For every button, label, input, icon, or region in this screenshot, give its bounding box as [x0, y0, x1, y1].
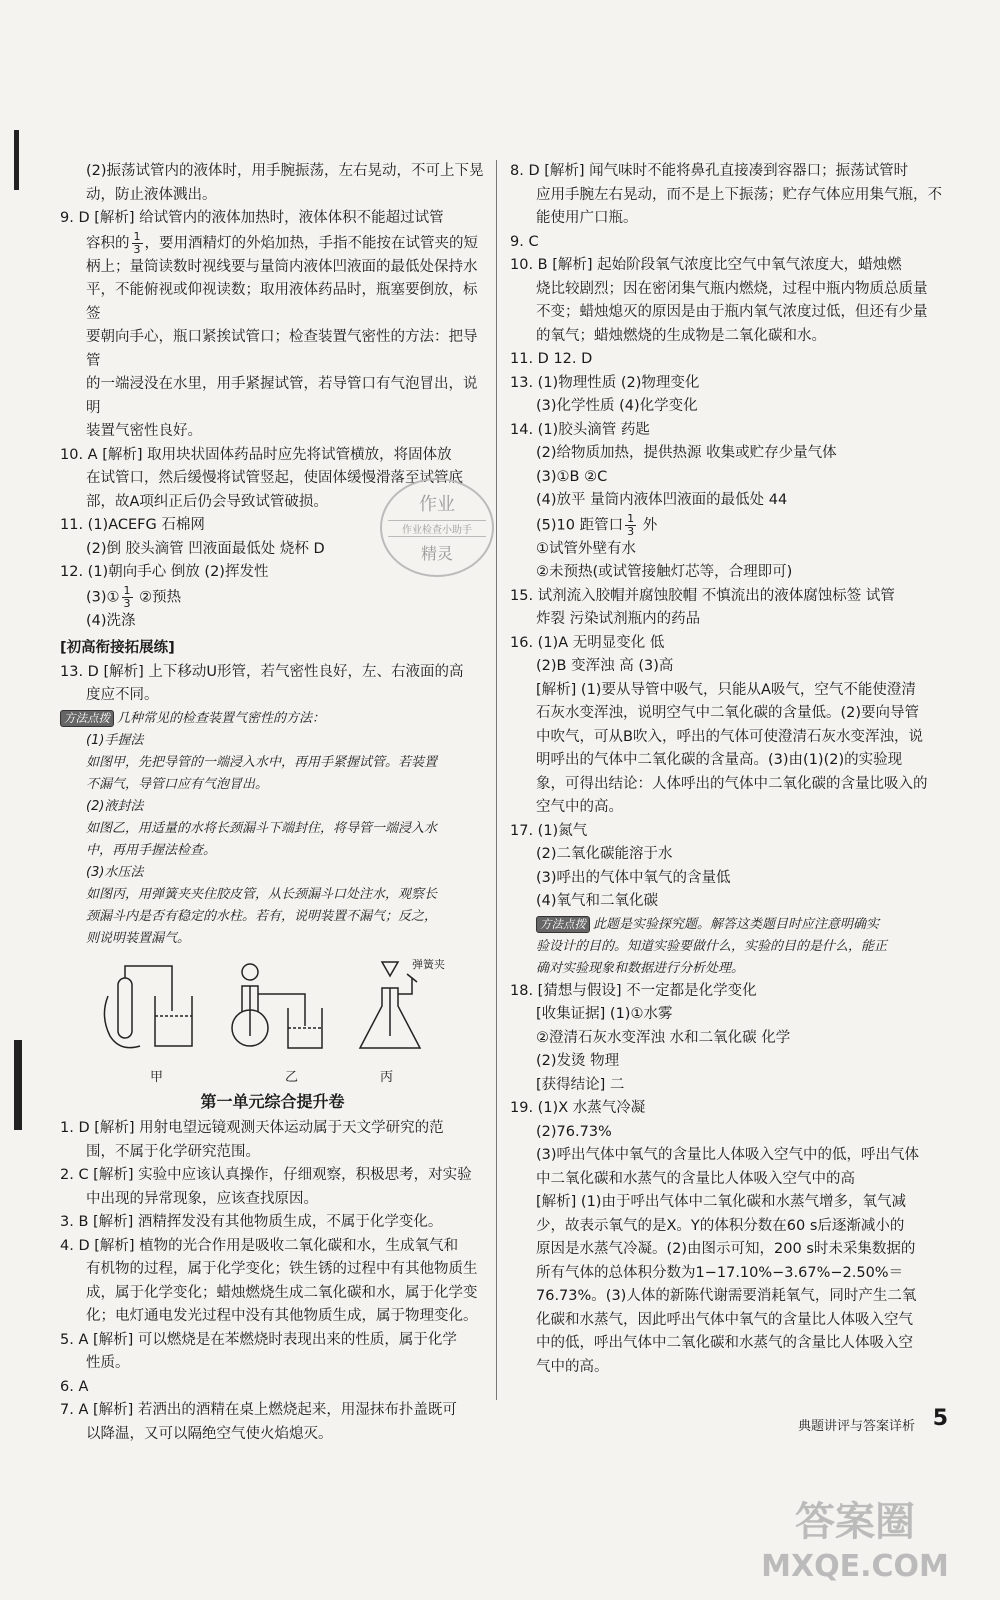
- fig-label-c: 丙: [380, 1069, 394, 1085]
- line-text: (4)氧气和二氧化碳: [536, 893, 659, 909]
- answer-13-line: 度应不同。: [86, 687, 159, 703]
- tip-line: (3)水压法: [86, 864, 144, 880]
- line-text-after: ，要用酒精灯的外焰加热，手指不能按在试管夹的短: [144, 235, 478, 251]
- line-text: 15. 试剂流入胶帽并腐蚀胶帽 不慎流出的液体腐蚀标签 试管: [510, 587, 895, 604]
- text-line: [60, 256, 485, 280]
- line-text: (3)呼出的气体中氧气的含量低: [536, 869, 731, 886]
- fraction-numerator: 1: [627, 511, 635, 525]
- text-line: [510, 890, 950, 914]
- text-line: [510, 1144, 950, 1168]
- line-text: 4. D [解析] 植物的光合作用是吸收二氧化碳和水，生成氧气和: [60, 1237, 459, 1254]
- text-line: [60, 326, 485, 373]
- right-answer-lines: [510, 160, 950, 914]
- text-line: [510, 1050, 950, 1074]
- text-line: [60, 1117, 485, 1141]
- right-column: [510, 160, 950, 1379]
- line-text: (2)发烫 物理: [536, 1053, 620, 1069]
- text-line: [510, 843, 950, 867]
- text-line: [510, 749, 950, 773]
- line-text: [收集证据] (1)①水雾: [536, 1006, 673, 1022]
- text-line: [510, 184, 950, 208]
- text-line: [510, 796, 950, 820]
- line-text: 1. D [解析] 用射电望远镜观测天体运动属于天文学研究的范: [60, 1120, 444, 1136]
- line-text: 9. C: [510, 233, 539, 250]
- line-text: 2. C [解析] 实验中应该认真操作，仔细观察，积极思考，对实验: [60, 1167, 472, 1183]
- line-text: (2)76.73%: [536, 1123, 612, 1140]
- line-text: (2)二氧化碳能溶于水: [536, 846, 673, 862]
- line-text: (2)振荡试管内的液体时，用手腕振荡，左右晃动，不可上下晃: [86, 163, 484, 179]
- binding-mark: [14, 130, 19, 190]
- apparatus-diagram: [60, 956, 485, 1066]
- line-text: 动，防止液体溅出。: [86, 186, 217, 203]
- line-text: 中出现的异常现象，应该查找原因。: [86, 1190, 318, 1207]
- text-line: [60, 444, 485, 468]
- left-column: [60, 160, 485, 1446]
- line-text: 中吹气，可从B吹入，呼出的气体可使澄清石灰水变浑浊，说: [536, 728, 923, 745]
- line-text: 的一端浸没在水里，用手紧握试管，若导管口有气泡冒出，说明: [86, 376, 478, 416]
- text-line: [510, 1027, 950, 1051]
- binding-mark: [14, 1040, 22, 1130]
- method-tip-right: [510, 914, 950, 980]
- text-line: [510, 867, 950, 891]
- line-text: 烧比较剧烈；因在密闭集气瓶内燃烧，过程中瓶内物质总质量: [536, 280, 928, 297]
- text-line: [510, 726, 950, 750]
- text-line: [60, 1423, 485, 1447]
- text-line: [60, 1141, 485, 1165]
- fig-label-a: 甲: [150, 1069, 164, 1085]
- clip-label: 弹簧夹: [412, 957, 445, 971]
- text-line: [510, 1356, 950, 1380]
- line-text: 11. D 12. D: [510, 351, 593, 367]
- text-line: [510, 773, 950, 797]
- text-line: [60, 1258, 485, 1282]
- text-line: [510, 1097, 950, 1121]
- line-text: 应用手腕左右晃动，而不是上下振荡；贮存气体应用集气瓶，不: [536, 186, 942, 203]
- text-line: [510, 820, 950, 844]
- line-text: 6. A: [60, 1378, 89, 1395]
- text-line: [60, 1235, 485, 1259]
- text-line: [510, 538, 950, 562]
- line-text: 19. (1)X 水蒸气冷凝: [510, 1100, 646, 1116]
- line-text: (5)10 距管口: [536, 517, 624, 533]
- delivery-tube-2: [258, 994, 305, 1026]
- tip-line: 颈漏斗内是否有稳定的水柱。若有，说明装置不漏气；反之，: [86, 908, 438, 924]
- line-text: 18. [猜想与假设] 不一定都是化学变化: [510, 982, 757, 999]
- line-text: 17. (1)氮气: [510, 822, 588, 839]
- text-line: [60, 610, 485, 634]
- text-line: [510, 466, 950, 490]
- line-text: [解析] (1)要从导管中吸气，只能从A吸气，空气不能使澄清: [536, 681, 916, 698]
- line-text: 能使用广口瓶。: [536, 210, 638, 226]
- line-text: 性质。: [86, 1355, 130, 1371]
- beaker: [155, 996, 192, 1046]
- text-line: [60, 279, 485, 326]
- tip-line: 中，再用手握法检查。: [86, 842, 217, 858]
- text-line: [510, 254, 950, 278]
- line-text: 化碳和水蒸气，因此呼出气体中氧气的含量比人体吸入空气: [536, 1311, 913, 1328]
- line-text: 围，不属于化学研究范围。: [86, 1143, 260, 1160]
- text-line: [60, 231, 485, 256]
- text-line: [60, 1188, 485, 1212]
- line-text: 中的低，呼出气体中二氧化碳和水蒸气的含量比人体吸入空: [536, 1335, 913, 1351]
- test-tube: [118, 978, 132, 1038]
- line-text: 柄上；量筒读数时视线要与量筒内液体凹液面的最低处保持水: [86, 258, 478, 275]
- text-line: [60, 160, 485, 184]
- line-text: (2)倒 胶头滴管 凹液面最低处 烧杯 D: [86, 540, 325, 557]
- line-text: 有机物的过程，属于化学变化；铁生锈的过程中有其他物质生: [86, 1261, 478, 1277]
- line-text-after: ②预热: [134, 589, 182, 605]
- text-line: [510, 702, 950, 726]
- tip-line: (2)液封法: [86, 798, 144, 814]
- text-line: [510, 207, 950, 231]
- site-logo: [740, 1495, 970, 1590]
- line-text: (3)呼出气体中氧气的含量比人体吸入空气中的低，呼出气体: [536, 1147, 920, 1163]
- tip-line: 不漏气，导管口应有气泡冒出。: [86, 776, 269, 792]
- line-text: ①试管外壁有水: [536, 540, 636, 557]
- text-line: [510, 301, 950, 325]
- tip-line: 此题是实验探究题。解答这类题目时应注意明确实: [593, 916, 880, 932]
- text-line: [60, 1305, 485, 1329]
- page-number: 5: [932, 1406, 948, 1431]
- line-text: 以降温，又可以隔绝空气使火焰熄灭。: [86, 1425, 333, 1442]
- tip-line: 则说明装置漏气。: [86, 930, 191, 946]
- fraction-denominator: 3: [123, 596, 131, 610]
- text-line: [510, 1332, 950, 1356]
- text-line: [510, 160, 950, 184]
- text-line: [510, 489, 950, 513]
- text-line: [510, 1191, 950, 1215]
- fraction-denominator: 3: [133, 242, 141, 256]
- line-text-after: 外: [638, 517, 658, 533]
- line-text: 平，不能俯视或仰视读数；取用液体药品时，瓶塞要倒放，标签: [86, 282, 478, 322]
- text-line: [60, 1329, 485, 1353]
- airtightness-figures: [60, 956, 485, 1066]
- tip-line: 验设计的目的。知道实验要做什么，实验的目的是什么，能正: [536, 938, 888, 954]
- text-line: [510, 348, 950, 372]
- line-text: 12. (1)朝向手心 倒放 (2)挥发性: [60, 564, 269, 580]
- line-text: 少，故表示氧气的是X。Y的体积分数在60 s后逐渐减小的: [536, 1217, 905, 1234]
- text-line: [60, 207, 485, 231]
- text-line: [510, 1168, 950, 1192]
- tip-line: 几种常见的检查装置气密性的方法：: [117, 710, 326, 726]
- text-line: [60, 1164, 485, 1188]
- section-heading-bridge: [初高衔接拓展练]: [60, 640, 175, 656]
- text-line: [510, 1238, 950, 1262]
- line-text: 明呼出的气体中二氧化碳的含量高。(3)由(1)(2)的实验现: [536, 752, 903, 768]
- line-text: (4)洗涤: [86, 612, 136, 629]
- line-text: 14. (1)胶头滴管 药匙: [510, 421, 650, 438]
- text-line: [510, 679, 950, 703]
- text-line: [510, 419, 950, 443]
- text-line: [510, 278, 950, 302]
- line-text: (2)给物质加热，提供热源 收集或贮存少量气体: [536, 445, 837, 461]
- unit-answers: [60, 1117, 485, 1446]
- line-text: ②未预热(或试管接触灯芯等，合理即可): [536, 564, 793, 580]
- line-text: (3)①: [86, 589, 120, 605]
- logo-text: 答案圈: [795, 1499, 915, 1545]
- line-text: 在试管口，然后缓慢将试管竖起，使固体缓慢滑落至试管底: [86, 470, 463, 486]
- text-line: [510, 1262, 950, 1286]
- text-line: [510, 980, 950, 1004]
- fraction: [625, 513, 636, 538]
- text-line: [510, 1215, 950, 1239]
- stamp-text: 精灵: [420, 544, 453, 563]
- line-text: 部，故A项纠正后仍会导致试管破损。: [86, 493, 328, 510]
- text-line: [510, 655, 950, 679]
- text-line: [510, 1003, 950, 1027]
- hand: [104, 996, 140, 1048]
- line-text: 7. A [解析] 若洒出的酒精在桌上燃烧起来，用湿抹布扑盖既可: [60, 1402, 457, 1418]
- line-text: 要朝向手心，瓶口紧挨试管口；检查装置气密性的方法：把导管: [86, 329, 478, 369]
- fraction-numerator: 1: [123, 583, 131, 597]
- stamp-text: 作业: [419, 494, 455, 515]
- text-line: [510, 1285, 950, 1309]
- method-tip-tag: 方法点拨: [536, 916, 590, 933]
- line-text: 气中的高。: [536, 1358, 609, 1375]
- fraction: [132, 231, 143, 256]
- line-text: 10. A [解析] 取用块状固体药品时应先将试管横放，将固体放: [60, 446, 452, 463]
- line-text: (3)化学性质 (4)化学变化: [536, 398, 698, 414]
- text-line: [60, 184, 485, 208]
- line-text: 的氧气；蜡烛燃烧的生成物是二氧化碳和水。: [536, 327, 826, 344]
- answer-13-line: 13. D [解析] 上下移动U形管，若气密性良好，左、右液面的高: [60, 663, 464, 680]
- text-line: [510, 231, 950, 255]
- text-line: [60, 1211, 485, 1235]
- rubber-tube: [398, 978, 412, 994]
- line-text: (4)放平 量筒内液体凹液面的最低处 44: [536, 492, 788, 508]
- tip-line: (1)手握法: [86, 732, 144, 748]
- line-text: 8. D [解析] 闻气味时不能将鼻孔直接凑到容器口；振荡试管时: [510, 163, 909, 179]
- line-text: 炸裂 污染试剂瓶内的药品: [536, 611, 701, 627]
- text-line: [60, 1399, 485, 1423]
- line-text: 10. B [解析] 起始阶段氧气浓度比空气中氧气浓度大，蜡烛燃: [510, 257, 902, 273]
- text-line: [510, 442, 950, 466]
- text-line: [510, 1074, 950, 1098]
- funnel-top-3: [382, 962, 398, 976]
- line-text: 不变；蜡烛熄灭的原因是由于瓶内氧气浓度过低，但还有少量: [536, 304, 928, 320]
- line-text: 容积的: [86, 235, 130, 251]
- tip-line: 如图丙，用弹簧夹夹住胶皮管，从长颈漏斗口处注水，观察长: [86, 886, 438, 902]
- method-tip-tag: 方法点拨: [60, 710, 114, 727]
- line-text: 象，可得出结论：人体呼出的气体中二氧化碳的含量比吸入的: [536, 775, 928, 792]
- text-line: [60, 585, 485, 610]
- tip-line: 如图甲，先把导管的一端浸入水中，再用手紧握试管。若装置: [86, 754, 438, 770]
- line-text: 空气中的高。: [536, 799, 623, 815]
- line-text: 9. D [解析] 给试管内的液体加热时，液体体积不能超过试管: [60, 210, 444, 226]
- line-text: 16. (1)A 无明显变化 低: [510, 634, 665, 651]
- line-text: 中二氧化碳和水蒸气的含量比人体吸入空气中的高: [536, 1170, 855, 1187]
- column-divider: [496, 160, 497, 1400]
- footer-caption: 典题讲评与答案详析: [797, 1419, 915, 1434]
- text-line: [510, 585, 950, 609]
- tip-line: 如图乙，用适量的水将长颈漏斗下端封住，将导管一端浸入水: [86, 820, 438, 836]
- line-text: 装置气密性良好。: [86, 423, 202, 439]
- line-text: 石灰水变浑浊，说明空气中二氧化碳的含量低。(2)要向导管: [536, 705, 920, 721]
- line-text: 成，属于化学变化；蜡烛燃烧生成二氧化碳和水，属于化学变: [86, 1284, 478, 1301]
- fraction: [122, 585, 133, 610]
- line-text: 所有气体的总体积分数为1−17.10%−3.67%−2.50%＝: [536, 1264, 904, 1281]
- text-line: [510, 1309, 950, 1333]
- figure-labels: [60, 1066, 485, 1086]
- fig-label-b: 乙: [285, 1069, 299, 1085]
- line-text: 3. B [解析] 酒精挥发没有其他物质生成，不属于化学变化。: [60, 1214, 443, 1230]
- funnel-top: [242, 964, 258, 980]
- text-line: [60, 373, 485, 420]
- method-tip: [60, 708, 485, 950]
- text-line: [510, 513, 950, 538]
- text-line: [60, 1352, 485, 1376]
- line-text: ②澄清石灰水变浑浊 水和二氧化碳 化学: [536, 1029, 791, 1046]
- line-text: (3)①B ②C: [536, 468, 608, 485]
- line-text: [解析] (1)由于呼出气体中二氧化碳和水蒸气增多，氧气减: [536, 1194, 906, 1210]
- text-line: [510, 561, 950, 585]
- logo-url: MXQE.COM: [761, 1549, 949, 1584]
- text-line: [510, 395, 950, 419]
- text-line: [510, 325, 950, 349]
- text-line: [510, 608, 950, 632]
- line-text: 原因是水蒸气冷凝。(2)由图示可知，200 s时未采集数据的: [536, 1241, 916, 1257]
- text-line: [510, 1121, 950, 1145]
- text-line: [510, 632, 950, 656]
- line-text: (2)B 变浑浊 高 (3)高: [536, 658, 674, 674]
- line-text: [获得结论] 二: [536, 1076, 625, 1093]
- tip-line: 确对实验现象和数据进行分析处理。: [536, 960, 745, 976]
- text-line: [60, 1282, 485, 1306]
- text-line: [510, 372, 950, 396]
- line-text: 13. (1)物理性质 (2)物理变化: [510, 374, 700, 391]
- text-line: [60, 1376, 485, 1400]
- line-text: 化；电灯通电发光过程中没有其他物质生成，属于物理变化。: [86, 1308, 478, 1324]
- right-answer-lines-2: [510, 980, 950, 1380]
- line-text: 5. A [解析] 可以燃烧是在苯燃烧时表现出来的性质，属于化学: [60, 1331, 457, 1348]
- line-text: 76.73%。(3)人体的新陈代谢需要消耗氧气，同时产生二氧: [536, 1288, 917, 1304]
- fraction-denominator: 3: [627, 524, 635, 538]
- homework-stamp: [380, 478, 494, 577]
- text-line: [60, 420, 485, 444]
- unit-title: 第一单元综合提升卷: [200, 1091, 345, 1111]
- fraction-numerator: 1: [133, 229, 141, 243]
- stamp-text: 作业检查小助手: [388, 520, 486, 537]
- line-text: 11. (1)ACEFG 石棉网: [60, 517, 205, 533]
